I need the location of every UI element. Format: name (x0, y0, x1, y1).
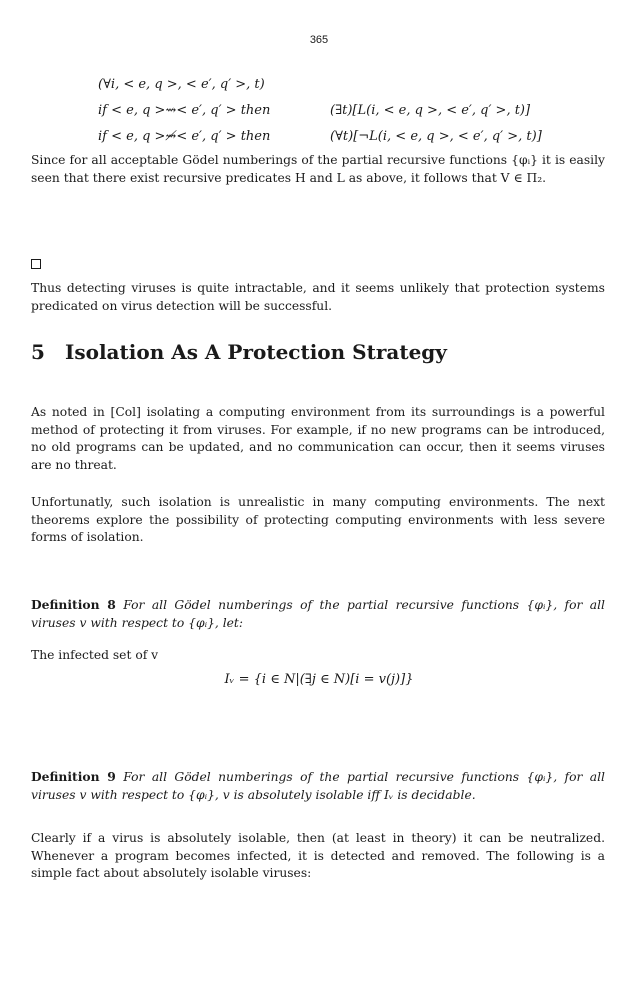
definition-8 (31, 596, 605, 632)
math-line-2-rhs: (∃t)[L(i, < e, q >, < e′, q′ >, t)] (330, 103, 531, 118)
math-line-3-rhs: (∀t)[¬L(i, < e, q >, < e′, q′ >, t)] (330, 129, 542, 144)
math-line-2 (98, 98, 578, 124)
definition-9-text: For all Gödel numberings of the partial recursive functions {φᵢ}, for all viruses v with respect to {φᵢ}, v is absolutely isolable iff Iᵥ is decidable. (31, 770, 605, 802)
section-heading (31, 340, 605, 364)
definition-8-title: Definition 8 (31, 597, 116, 612)
section-title: Isolation As A Protection Strategy (65, 340, 447, 364)
paragraph-intractable: Thus detecting viruses is quite intractable, and it seems unlikely that protection systems predicated on virus detection will be successful. (31, 281, 605, 313)
page-number: 365 (309, 34, 329, 46)
section-number: 5 (31, 340, 45, 364)
infected-set-label: The infected set of v (31, 648, 159, 662)
infected-set-formula: Iᵥ = {i ∈ N|(∃j ∈ N)[i = v(j)]} (224, 672, 414, 687)
paragraph-absolutely-isolable: Clearly if a virus is absolutely isolable, then (at least in theory) it can be neutralized. Whenever a program becomes infected, it is detected and removed. The following is a simple fact about absolutely isolable viruses: (31, 831, 605, 880)
qed-box-icon (31, 259, 41, 269)
definition-9 (31, 768, 605, 804)
definition-8-text: For all Gödel numberings of the partial recursive functions {φᵢ}, for all viruses v with respect to {φᵢ}, let: (31, 598, 605, 630)
math-line-2-lhs: if < e, q >⇝< e′, q′ > then (98, 103, 271, 118)
paragraph-isolation-col1: As noted in [Col] isolating a computing environment from its surroundings is a powerful method of protecting it from viruses. For example, if no new programs can be introduced, no old programs can be updated, and no communication can occur, then it seems viruses are no threat. (31, 405, 605, 472)
paragraph-unfortunately: Unfortunatly, such isolation is unrealistic in many computing environments. The next theorems explore the possibility of protecting computing environments with less severe forms of isolation. (31, 495, 605, 544)
paragraph-godel-numberings: Since for all acceptable Gödel numberings of the partial recursive functions {φᵢ} it is easily seen that there exist recursive predicates H and L as above, it follows that V ∈ Π₂. (31, 153, 605, 185)
definition-9-title: Definition 9 (31, 769, 116, 784)
math-line-1 (98, 72, 578, 98)
math-line-3-lhs: if < e, q >⇝̸< e′, q′ > then (98, 129, 271, 144)
theorem-proof-formula (98, 72, 578, 150)
math-line-3 (98, 124, 578, 150)
math-line-1-lhs: (∀i, < e, q >, < e′, q′ >, t) (98, 77, 265, 92)
